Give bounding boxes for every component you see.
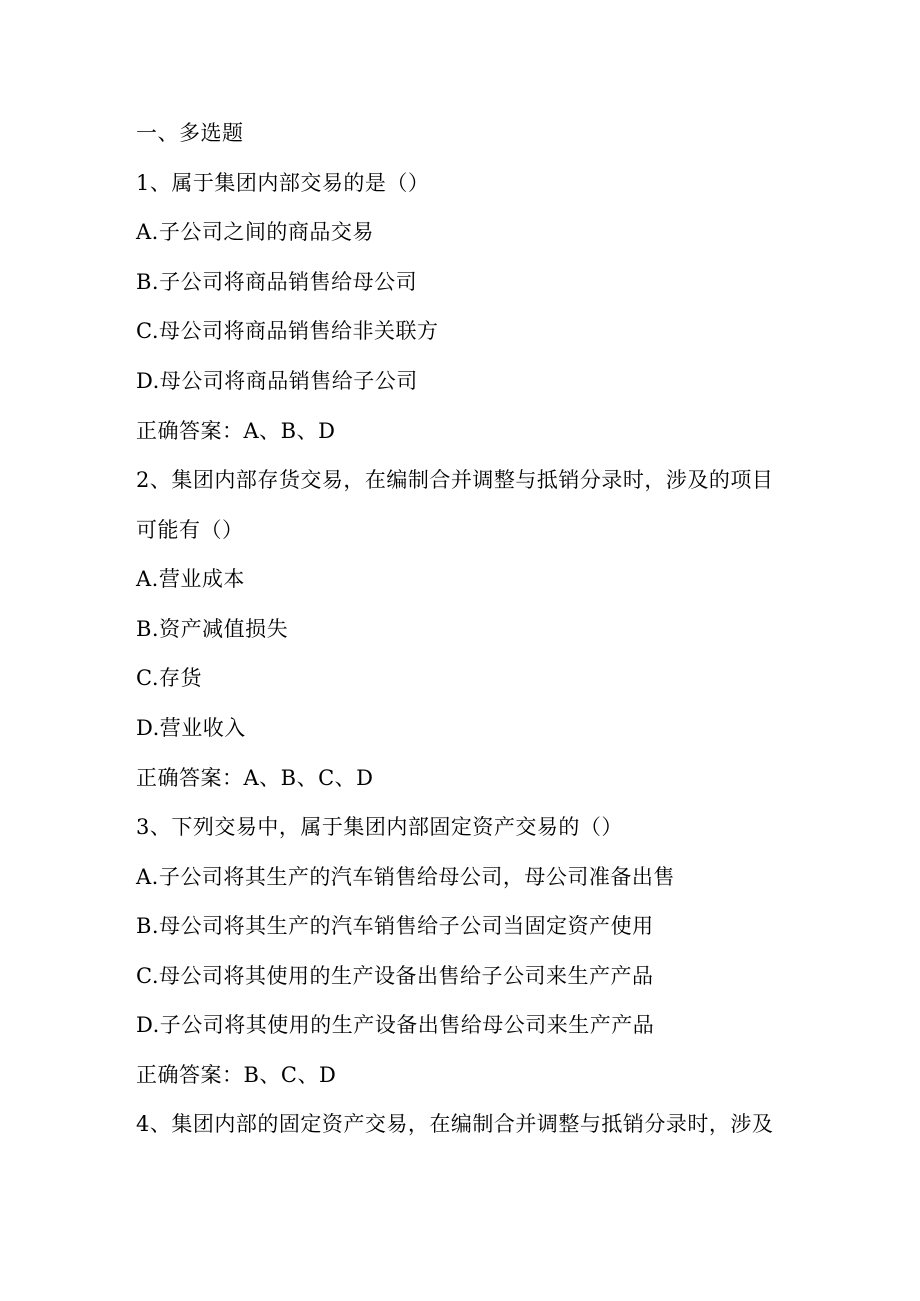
- question-stem: 3、下列交易中，属于集团内部固定资产交易的（）: [136, 815, 623, 839]
- option-a: A.子公司将其生产的汽车销售给母公司，母公司准备出售: [136, 865, 675, 889]
- option-a: A.子公司之间的商品交易: [136, 220, 374, 244]
- option-b: B.母公司将其生产的汽车销售给子公司当固定资产使用: [136, 914, 654, 938]
- option-d: D.营业收入: [136, 716, 246, 740]
- correct-answer: 正确答案：B、C、D: [136, 1063, 337, 1087]
- option-b: B.资产减值损失: [136, 617, 289, 641]
- correct-answer: 正确答案：A、B、D: [136, 419, 336, 443]
- question-stem: 1、属于集团内部交易的是（）: [136, 171, 430, 195]
- correct-answer: 正确答案：A、B、C、D: [136, 766, 374, 790]
- option-b: B.子公司将商品销售给母公司: [136, 270, 418, 294]
- option-c: C.母公司将商品销售给非关联方: [136, 319, 439, 343]
- question-stem: 2、集团内部存货交易，在编制合并调整与抵销分录时，涉及的项目: [136, 468, 774, 492]
- option-d: D.母公司将商品销售给子公司: [136, 369, 418, 393]
- option-c: C.母公司将其使用的生产设备出售给子公司来生产产品: [136, 964, 654, 988]
- question-stem-continuation: 可能有（）: [136, 518, 244, 542]
- section-heading: 一、多选题: [136, 121, 244, 145]
- option-d: D.子公司将其使用的生产设备出售给母公司来生产产品: [136, 1013, 655, 1037]
- option-a: A.营业成本: [136, 567, 245, 591]
- question-stem: 4、集团内部的固定资产交易，在编制合并调整与抵销分录时，涉及: [136, 1112, 774, 1136]
- option-c: C.存货: [136, 666, 202, 690]
